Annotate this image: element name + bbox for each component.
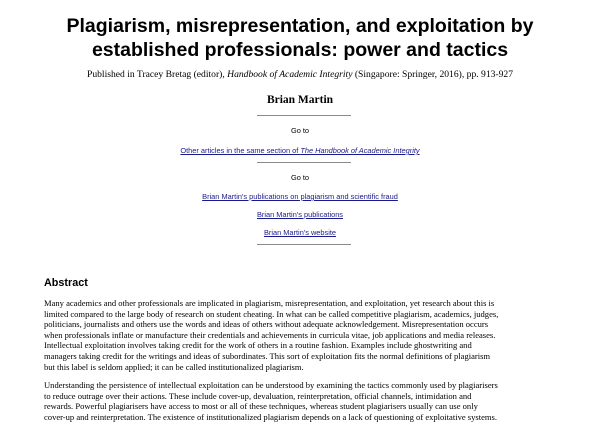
title-line-1: Plagiarism, misrepresentation, and exploitation by: [66, 15, 534, 37]
abstract-line: rewards. Powerful plagiarisers have access to most or all of these techniques, whereas student plagiarisers usually can use only: [44, 401, 478, 412]
website-link-row: [0, 228, 600, 238]
divider: [257, 162, 351, 163]
plagiarism-publications-link[interactable]: Brian Martin's publications on plagiarism and scientific fraud: [202, 192, 398, 201]
abstract-line: when professionals inflate or manufacture their credentials and achievements in curricula vitae, job applications and media releases.: [44, 329, 496, 340]
abstract-paragraph-1: [44, 298, 574, 372]
abstract-line: managers taking credit for the writings and ideas of subordinates. This sort of exploitation fits the normal definitions of plagiarism: [44, 350, 491, 361]
author-name: Brian Martin: [266, 94, 334, 106]
abstract-line: cover-up and reinterpretation. The existence of institutionalized plagiarism depends on a lack of questioning of exploitative systems.: [44, 411, 498, 422]
website-link[interactable]: Brian Martin's website: [263, 228, 337, 237]
abstract-line: but this label is seldom applied; it can be called institutionalized plagiarism.: [44, 361, 304, 372]
publication-info: [0, 69, 600, 81]
title-line-2: established professionals: power and tactics: [91, 39, 509, 61]
publication-suffix: (Singapore: Springer, 2016), pp. 913-927: [352, 69, 514, 80]
abstract-line: Understanding the persistence of intellectual exploitation can be understood by examining the tactics commonly used by plagiarisers: [44, 380, 498, 390]
goto-label: Go to: [290, 126, 310, 135]
section-link-text: Other articles in the same section of: [180, 146, 301, 155]
publications-link-row: [0, 210, 600, 220]
publication-book-title: Handbook of Academic Integrity: [227, 69, 353, 80]
section-articles-link[interactable]: [180, 146, 419, 155]
abstract-line: to reduce outrage over their actions. These include cover-up, devaluation, reinterpretation, official channels, intimidation and: [44, 390, 472, 401]
divider: [257, 115, 351, 116]
abstract-line: limited compared to the large body of research on student cheating. In what can be called competitive plagiarism, academics, judges,: [44, 308, 499, 319]
publication-prefix: Published in Tracey Bretag (editor),: [86, 69, 228, 80]
section-link-book-title: The Handbook of Academic Integrity: [300, 146, 420, 155]
abstract-paragraph-2: [44, 380, 574, 422]
abstract-line: Intellectual exploitation involves taking credit for the work of others in a routine fashion. Examples include ghostwriting and: [44, 340, 472, 351]
page-title: [30, 14, 570, 62]
goto-label: Go to: [290, 173, 310, 182]
abstract-heading: Abstract: [44, 277, 88, 289]
abstract-line: Many academics and other professionals are implicated in plagiarism, misrepresentation, and exploitation, yet research about this is: [44, 298, 495, 308]
divider: [257, 244, 351, 245]
abstract-line: politicians, journalists and others use the words and ideas of others without adequate acknowledgement. Misrepresentation occurs: [44, 319, 489, 330]
section-articles-link-row: [0, 146, 600, 156]
publications-link[interactable]: Brian Martin's publications: [256, 210, 344, 219]
plagiarism-publications-link-row: [0, 192, 600, 202]
